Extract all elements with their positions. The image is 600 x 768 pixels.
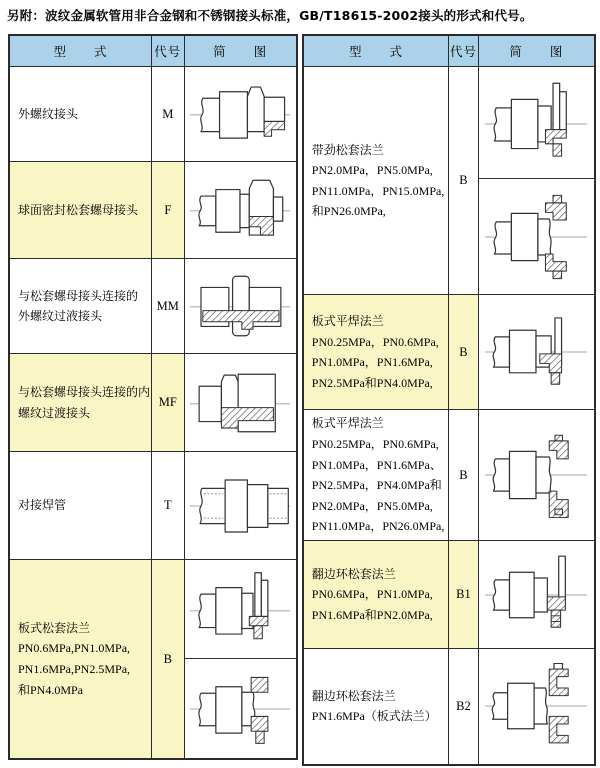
diagram-flanged-ring-loose-flange-b2	[483, 663, 589, 749]
header-diagram: 简 图	[184, 35, 297, 67]
table-row	[9, 162, 297, 259]
type-cell	[9, 259, 152, 354]
type-text: PN1.0MPa，PN1.6MPa,	[311, 355, 433, 370]
type-text: PN2.0MPa，PN5.0MPa,	[311, 498, 433, 513]
type-text: 与松套螺母接头连接的内	[18, 385, 151, 400]
diagram-cell	[478, 179, 595, 295]
code-cell: B	[449, 295, 479, 410]
diagram-butt-weld-pipe	[188, 464, 292, 548]
diagram-cell	[478, 541, 595, 649]
table-row	[303, 295, 595, 410]
diagram-cell	[184, 162, 297, 259]
code-cell: B	[449, 67, 479, 295]
type-text: 对接焊管	[18, 498, 67, 513]
type-text: PN2.5MPa，PN4.0MPa和	[311, 478, 442, 493]
diagram-plate-weld-flange-full	[483, 432, 589, 518]
diagram-male-female-adapter	[188, 363, 292, 443]
type-text: 外螺纹过液接头	[18, 309, 103, 324]
type-cell	[9, 67, 152, 162]
table-row	[303, 410, 595, 541]
header-diagram: 简 图	[478, 35, 595, 67]
code-cell: B2	[449, 649, 479, 765]
header-code: 代号	[152, 35, 185, 67]
diagram-cell	[184, 560, 297, 659]
type-text: 和PN26.0MPa,	[311, 204, 386, 219]
type-text: 外螺纹接头	[18, 106, 79, 121]
type-cell	[303, 541, 449, 649]
diagram-cell	[184, 259, 297, 354]
type-text: 板式松套法兰	[18, 620, 91, 635]
type-cell	[9, 354, 152, 452]
code-cell: F	[152, 162, 185, 259]
type-text: 螺纹过渡接头	[18, 405, 91, 420]
diagram-flanged-ring-loose-flange-b1	[483, 553, 589, 637]
type-text: PN2.0MPa，PN5.0MPa,	[311, 163, 433, 178]
table-row	[9, 67, 297, 162]
diagram-cell	[184, 452, 297, 560]
type-text: 翻边环松套法兰	[311, 566, 396, 581]
table-header-row	[9, 35, 297, 67]
type-text: PN0.6MPa，PN1.0MPa,	[311, 587, 433, 602]
type-text: PN11.0MPa，PN15.0MPa,	[311, 183, 445, 198]
type-text: 翻边环松套法兰	[311, 688, 396, 703]
code-cell: MM	[152, 259, 185, 354]
type-cell	[303, 410, 449, 541]
type-cell	[9, 452, 152, 560]
type-text: 板式平焊法兰	[311, 416, 384, 431]
diagram-plate-weld-flange	[483, 310, 589, 394]
type-text: PN0.25MPa，PN0.6MPa,	[311, 436, 439, 451]
type-cell	[9, 162, 152, 259]
diagram-cell	[184, 67, 297, 162]
code-cell: T	[152, 452, 185, 560]
diagram-cell	[184, 659, 297, 759]
header-code: 代号	[449, 35, 479, 67]
header-type: 型 式	[9, 35, 152, 67]
diagram-neck-loose-flange-top	[483, 80, 589, 166]
diagram-cell	[478, 410, 595, 541]
type-text: PN11.0MPa，PN26.0MPa,	[311, 519, 445, 534]
diagram-male-male-adapter	[188, 266, 292, 346]
code-cell: B	[449, 410, 479, 541]
type-text: 与松套螺母接头连接的	[18, 288, 139, 303]
type-text: 板式平焊法兰	[311, 314, 384, 328]
table-row	[9, 259, 297, 354]
table-row	[9, 560, 297, 659]
type-text: PN2.5MPa和PN4.0MPa,	[311, 375, 433, 390]
type-cell	[9, 560, 152, 759]
type-text: 带劲松套法兰	[311, 142, 384, 157]
diagram-plate-loose-flange-bottom	[188, 667, 292, 751]
type-text: PN0.6MPa,PN1.0MPa,	[18, 641, 131, 656]
type-cell	[303, 67, 449, 295]
table-header-row	[303, 35, 595, 67]
code-cell: B1	[449, 541, 479, 649]
code-cell: MF	[152, 354, 185, 452]
type-text: PN1.0MPa，PN1.6MPa、	[311, 457, 442, 472]
left-fitting-table	[8, 34, 298, 760]
diagram-cell	[478, 295, 595, 410]
code-cell: B	[152, 560, 185, 759]
table-row	[303, 649, 595, 765]
type-text: PN1.6MPa和PN2.0MPa,	[311, 607, 433, 622]
page-title: 另附：波纹金属软管用非合金钢和不锈钢接头标准，GB/T18615-2002接头的形式和代号。	[7, 8, 533, 23]
type-text: PN0.25MPa，PN0.6MPa,	[311, 334, 439, 349]
type-cell	[303, 649, 449, 765]
table-row	[303, 67, 595, 179]
type-text: PN1.6MPa（板式法兰）	[311, 709, 437, 724]
right-fitting-table	[302, 34, 596, 765]
table-row	[9, 354, 297, 452]
fitting-tables	[8, 34, 596, 765]
table-row	[9, 452, 297, 560]
type-cell	[303, 295, 449, 410]
diagram-cell	[184, 354, 297, 452]
table-row	[303, 541, 595, 649]
diagram-spherical-seal-loose-nut-joint	[188, 170, 292, 250]
diagram-plate-loose-flange-top	[188, 567, 292, 651]
code-cell: M	[152, 67, 185, 162]
header-type: 型 式	[303, 35, 449, 67]
diagram-neck-loose-flange-bottom	[483, 193, 589, 281]
type-text: 球面密封松套螺母接头	[18, 202, 139, 217]
diagram-cell	[478, 649, 595, 765]
type-text: 和PN4.0MPa	[18, 682, 84, 697]
diagram-cell	[478, 67, 595, 179]
type-text: PN1.6MPa,PN2.5MPa,	[18, 662, 131, 676]
diagram-external-thread-joint	[188, 74, 292, 154]
